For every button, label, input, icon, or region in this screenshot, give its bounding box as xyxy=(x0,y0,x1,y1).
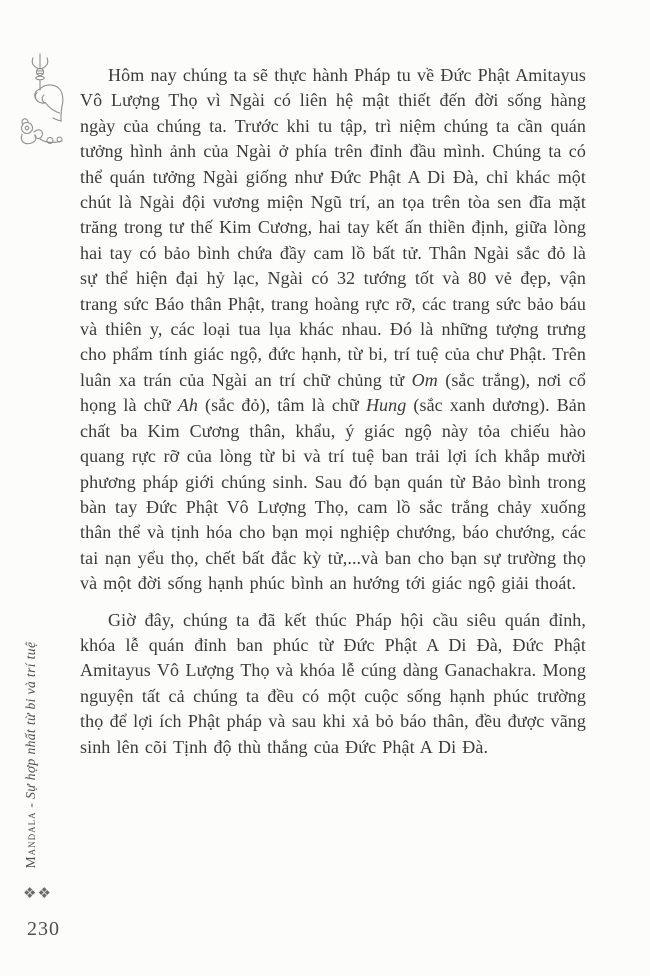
text-run: Hôm nay chúng ta sẽ thực hành Pháp tu về Đức Phật Amitayus Vô Lượng Thọ vì Ngài có liên hệ mật thiết đến đời sống hàng ngày của chúng ta. Trước khi tu tập, trì niệm chúng ta cần quán tưởng hình ảnh của Ngài ở phía trên đỉnh đầu mình. Chúng ta có thể quán tưởng Ngài giống như Đức Phật A Di Đà, chỉ khác một chút là Ngài đội vương miện Ngũ trí, an tọa trên tòa sen đĩa mặt trăng trong tư thế Kim Cương, hai tay kết ấn thiền định, giữa lòng hai tay có bảo bình chứa đầy cam lồ bất tử. Thân Ngài sắc đỏ là sự thể hiện đại hỷ lạc, Ngài có 32 tướng tốt và 80 vẻ đẹp, vận trang sức Báo thân Phật, trang hoàng rực rỡ, các trang sức bảo báu và thiên y, các loại tua lụa khác nhau. Đó là những tượng trưng cho phẩm tính giác ngộ, đức hạnh, từ bi, trí tuệ của chư Phật. Trên luân xa trán của Ngài an trí chữ chủng tử xyxy=(80,65,586,390)
body-text xyxy=(80,63,586,760)
text-run: (sắc trắng), nơi cổ họng là chữ xyxy=(80,369,586,416)
seed-syllable: Hung xyxy=(365,395,407,416)
book-subtitle: Sự hợp nhất từ bi và trí tuệ xyxy=(23,641,38,799)
paragraph-2 xyxy=(80,608,586,760)
text-run: (sắc xanh dương). Bản chất ba Kim Cương thân, khẩu, ý giác ngộ này tỏa chiếu hào quang rực rỡ của lòng từ bi và trí tuệ ban trải lợi ích khắp mười phương pháp giới chúng sinh. Sau đó bạn quán từ Bảo bình trong bàn tay Đức Phật Vô Lượng Thọ, cam lồ sắc trắng chảy xuống thân thể và tịnh hóa cho bạn mọi nghiệp chướng, báo chướng, các tai nạn yểu thọ, chết bất đắc kỳ tử,...và ban cho bạn sự trường thọ và một đời sống hạnh phúc bình an hướng tới giác ngộ giải thoát. xyxy=(80,395,586,594)
paragraph-1 xyxy=(80,63,586,597)
seed-syllable: Om xyxy=(411,369,438,390)
hand-vajra-icon xyxy=(14,50,66,154)
sidebar-caption xyxy=(23,642,39,869)
text-run: (sắc đỏ), tâm là chữ xyxy=(197,395,366,416)
caption-separator: - xyxy=(23,798,38,812)
series-title: Mandala xyxy=(23,811,38,869)
page-number: 230 xyxy=(27,918,60,940)
footer-ornament-icon: ❖❖ xyxy=(23,884,52,902)
seed-syllable: Ah xyxy=(177,395,198,416)
text-run: Giờ đây, chúng ta đã kết thúc Pháp hội cầu siêu quán đỉnh, khóa lễ quán đỉnh ban phúc từ Đức Phật A Di Đà, Đức Phật Amitayus Vô Lượng Thọ và khóa lễ cúng dàng Ganachakra. Mong nguyện tất cả chúng ta đều có một cuộc sống hạnh phúc trường thọ để lợi ích Phật pháp và sau khi xả bỏ báo thân, đều được vãng sinh lên cõi Tịnh độ thù thắng của Đức Phật A Di Đà. xyxy=(80,609,586,757)
